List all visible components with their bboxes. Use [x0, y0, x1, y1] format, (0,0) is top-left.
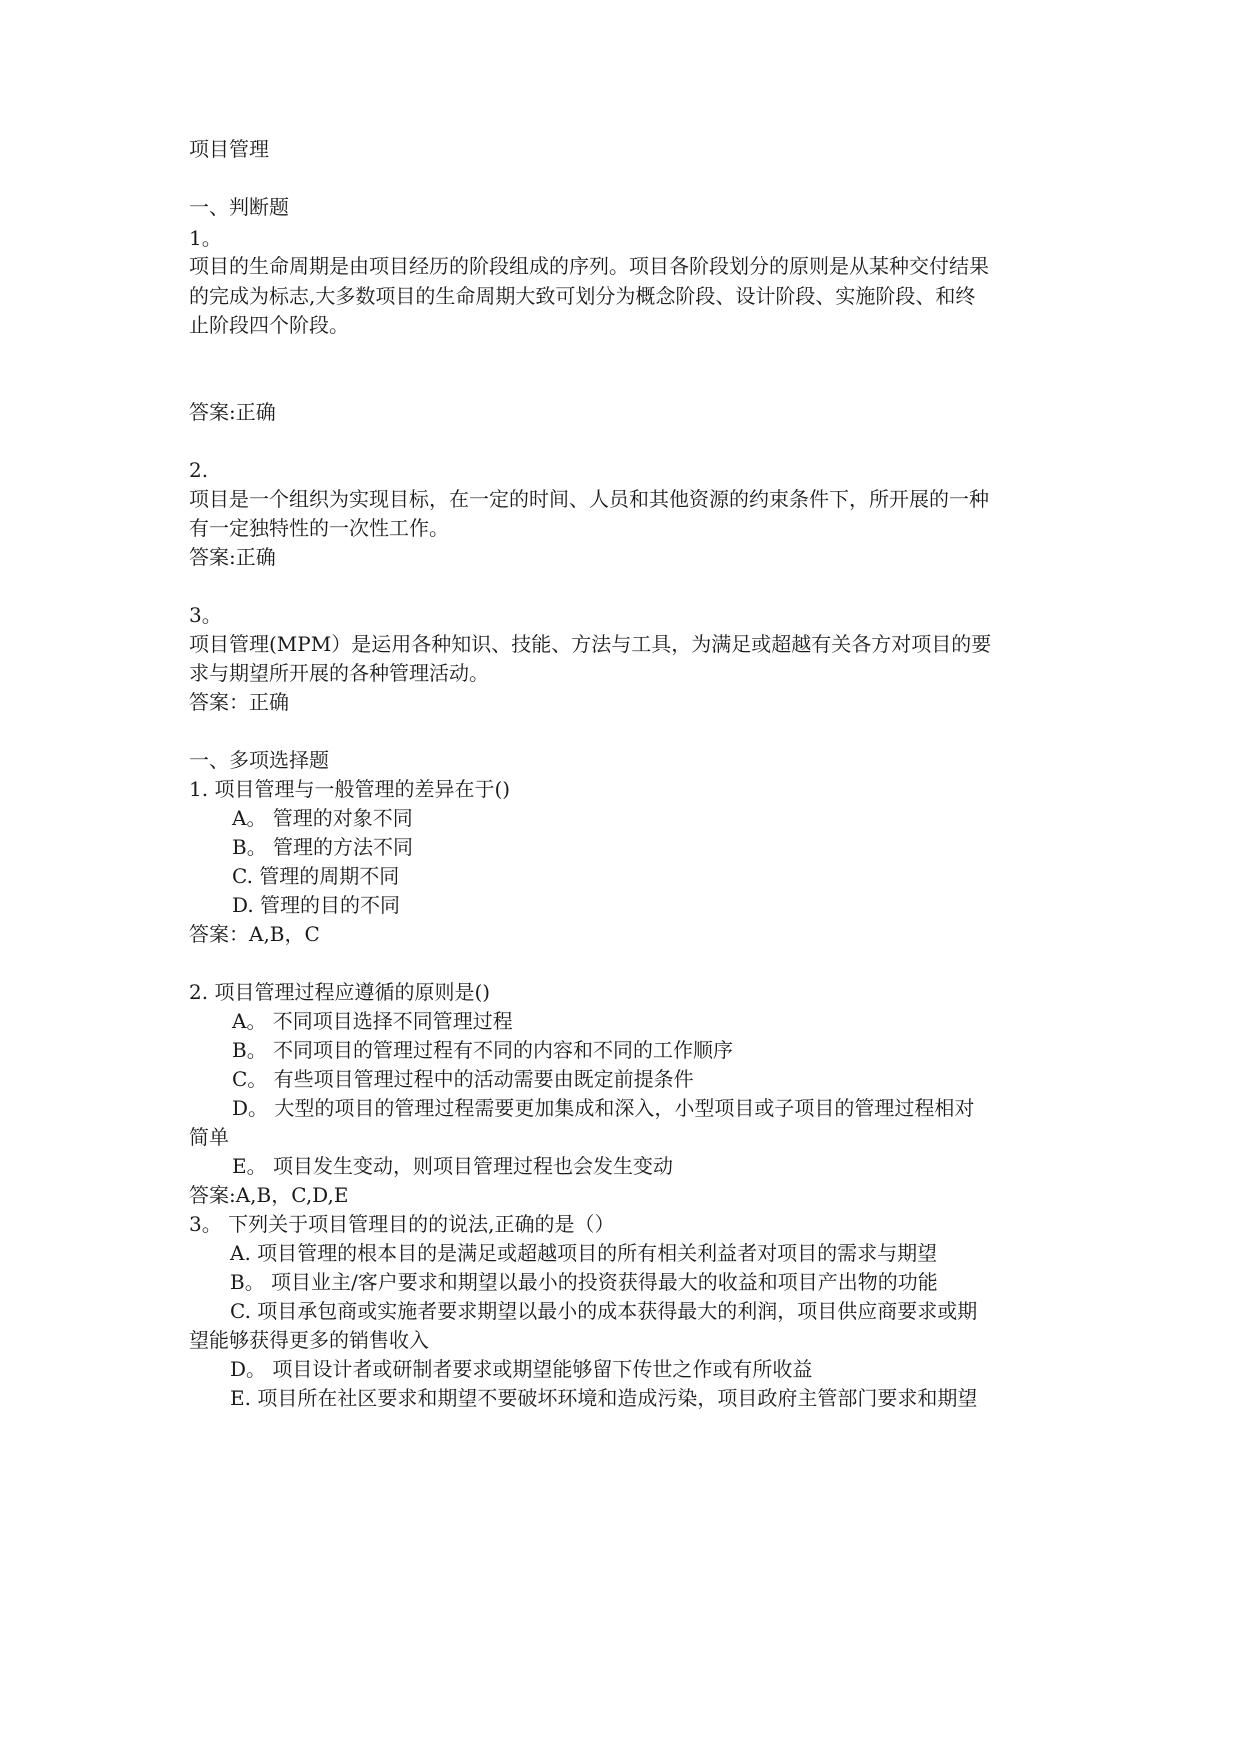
option-c: C. 管理的周期不同	[232, 864, 400, 888]
question-number: 2.	[189, 458, 209, 482]
option-e: E。 项目发生变动，则项目管理过程也会发生变动	[232, 1154, 673, 1178]
option-c: C. 项目承包商或实施者要求期望以最小的成本获得最大的利润，项目供应商要求或期	[230, 1299, 978, 1323]
answer-text: 答案：正确	[189, 690, 289, 714]
option-a: A. 项目管理的根本目的是满足或超越项目的所有相关利益者对项目的需求与期望	[230, 1241, 938, 1265]
answer-text: 答案：A,B，C	[189, 922, 320, 946]
question-text-line: 求与期望所开展的各种管理活动。	[189, 661, 489, 685]
question-stem: 3。 下列关于项目管理目的的说法,正确的是（）	[189, 1212, 615, 1236]
question-number: 1。	[189, 226, 222, 250]
option-b: B。 管理的方法不同	[232, 835, 414, 859]
document-title: 项目管理	[189, 137, 269, 161]
answer-text: 答案:正确	[189, 400, 276, 424]
option-a: A。 不同项目选择不同管理过程	[232, 1009, 513, 1033]
option-d: D。 项目设计者或研制者要求或期望能够留下传世之作或有所收益	[230, 1357, 813, 1381]
option-d: D. 管理的目的不同	[232, 893, 401, 917]
option-e: E. 项目所在社区要求和期望不要破坏环境和造成污染，项目政府主管部门要求和期望	[230, 1386, 978, 1410]
question-text-line: 止阶段四个阶段。	[189, 313, 349, 337]
answer-text: 答案:正确	[189, 545, 276, 569]
option-a: A。 管理的对象不同	[232, 806, 413, 830]
question-stem: 2. 项目管理过程应遵循的原则是()	[189, 980, 491, 1004]
option-c: C。 有些项目管理过程中的活动需要由既定前提条件	[232, 1067, 694, 1091]
question-text-line: 项目管理(MPM）是运用各种知识、技能、方法与工具，为满足或超越有关各方对项目的要	[189, 632, 992, 656]
section-heading-multiple-choice: 一、多项选择题	[189, 748, 329, 772]
option-b: B。 不同项目的管理过程有不同的内容和不同的工作顺序	[232, 1038, 734, 1062]
option-b: B。 项目业主/客户要求和期望以最小的投资获得最大的收益和项目产出物的功能	[230, 1270, 938, 1294]
question-text-line: 的完成为标志,大多数项目的生命周期大致可划分为概念阶段、设计阶段、实施阶段、和终	[189, 284, 976, 308]
answer-text: 答案:A,B，C,D,E	[189, 1183, 349, 1207]
option-d: D。 大型的项目的管理过程需要更加集成和深入，小型项目或子项目的管理过程相对	[232, 1096, 975, 1120]
question-text-line: 项目是一个组织为实现目标，在一定的时间、人员和其他资源的约束条件下，所开展的一种	[189, 487, 989, 511]
option-c-continuation: 望能够获得更多的销售收入	[189, 1328, 429, 1352]
question-text-line: 有一定独特性的一次性工作。	[189, 516, 449, 540]
section-heading-true-false: 一、判断题	[189, 195, 289, 219]
question-text-line: 项目的生命周期是由项目经历的阶段组成的序列。项目各阶段划分的原则是从某种交付结果	[189, 254, 989, 278]
question-number: 3。	[189, 603, 222, 627]
question-stem: 1. 项目管理与一般管理的差异在于()	[189, 777, 511, 801]
option-d-continuation: 简单	[189, 1125, 229, 1149]
